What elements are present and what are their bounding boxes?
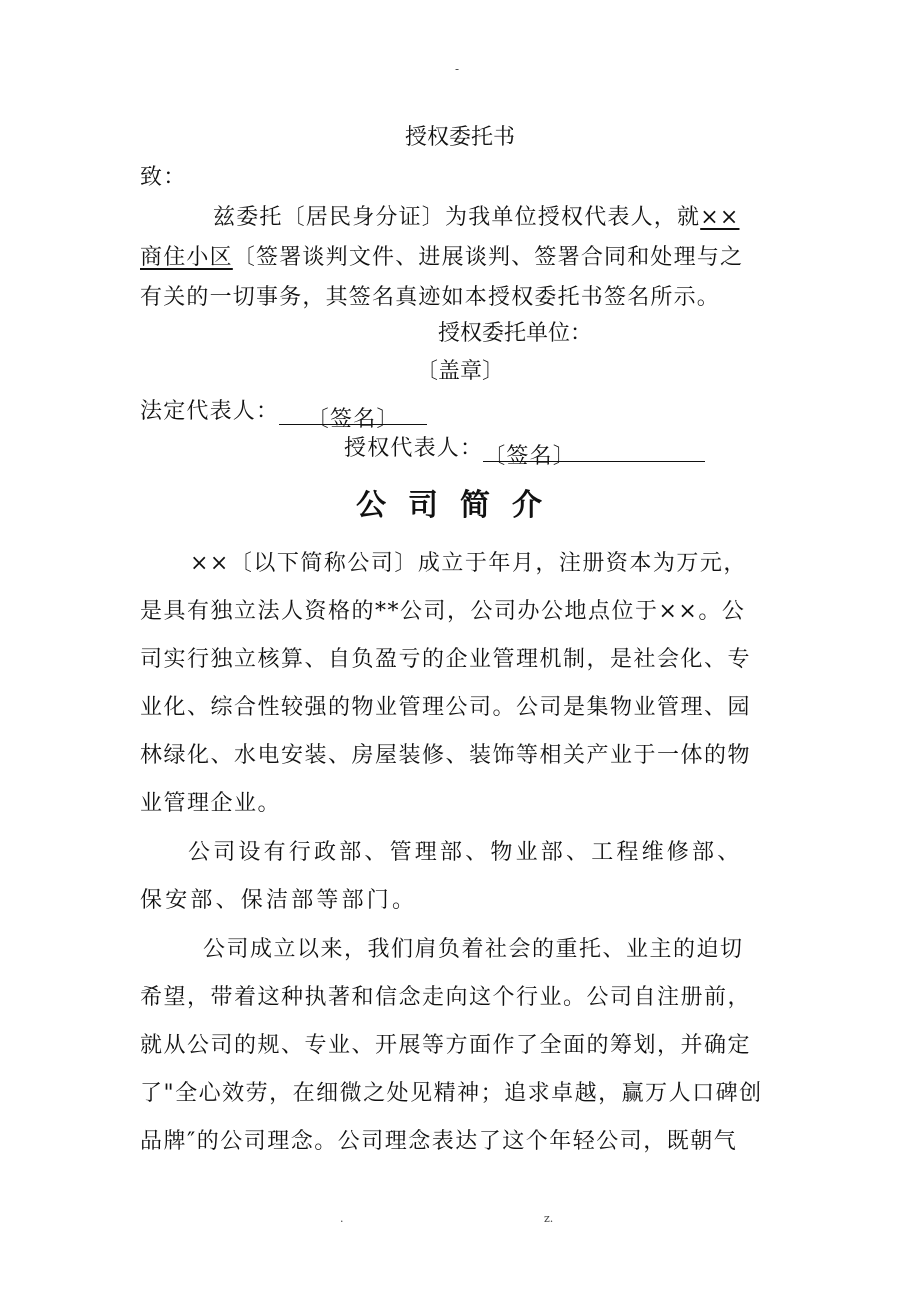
auth-title: 授权委托书	[404, 125, 515, 150]
intro-p1-line: 业管理企业。	[140, 791, 282, 816]
auth-line-2-text: 〔签署谈判文件、进展谈判、签署合同和处理与之	[232, 245, 744, 270]
intro-title: 公司简介	[356, 488, 564, 523]
intro-p3-line: 品牌″的公司理念。公司理念表达了这个年轻公司，既朝气	[140, 1129, 738, 1154]
auth-line-1	[213, 200, 739, 231]
auth-project-mark: ××	[700, 205, 740, 230]
agent-signature-text: 〔签名〕	[483, 444, 577, 469]
auth-line-2	[140, 240, 743, 271]
legal-rep-signature-text: 〔签名〕	[306, 407, 400, 432]
agent-row	[344, 431, 705, 469]
intro-p2-line: 保安部、保洁部等部门。	[140, 888, 418, 913]
legal-rep-row	[140, 394, 427, 432]
intro-p3-line: 了"全心效劳，在细微之处见精神；追求卓越，赢万人口碑创	[140, 1081, 763, 1106]
intro-p3-line: 就从公司的规、专业、开展等方面作了全面的筹划，并确定	[140, 1033, 752, 1058]
auth-line-3: 有关的一切事务，其签名真迹如本授权委托书签名所示。	[140, 285, 721, 310]
auth-project-name: 商住小区	[140, 245, 233, 270]
legal-rep-label: 法定代表人：	[140, 399, 280, 424]
auth-unit: 授权委托单位：	[437, 321, 592, 346]
legal-rep-signature	[279, 402, 427, 432]
footer-right-mark: z.	[544, 1212, 554, 1225]
intro-p2-line: 公司设有行政部、管理部、物业部、工程维修部、	[188, 840, 743, 865]
agent-label: 授权代表人：	[344, 436, 484, 461]
intro-p1-line: 是具有独立法人资格的**公司，公司办公地点位于××。公	[140, 599, 746, 624]
footer-left-mark: .	[340, 1212, 344, 1225]
auth-to: 致：	[140, 165, 187, 190]
intro-p1-line: 林绿化、水电安装、房屋装修、装饰等相关产业于一体的物	[140, 743, 752, 768]
agent-signature	[483, 439, 705, 469]
intro-p3-line: 公司成立以来，我们肩负着社会的重托、业主的迫切	[203, 937, 744, 962]
intro-p1-line: 业化、综合性较强的物业管理公司。公司是集物业管理、园	[140, 695, 752, 720]
intro-p1-line: ××〔以下简称公司〕成立于年月，注册资本为万元，	[190, 551, 747, 576]
auth-line-1-text: 兹委托〔居民身分证〕为我单位授权代表人，就	[213, 205, 701, 230]
intro-p3-line: 希望，带着这种执著和信念走向这个行业。公司自注册前，	[140, 985, 752, 1010]
auth-seal: 〔盖章〕	[415, 359, 504, 384]
header-mark: -	[455, 62, 460, 76]
intro-p1-line: 司实行独立核算、自负盈亏的企业管理机制，是社会化、专	[140, 647, 752, 672]
